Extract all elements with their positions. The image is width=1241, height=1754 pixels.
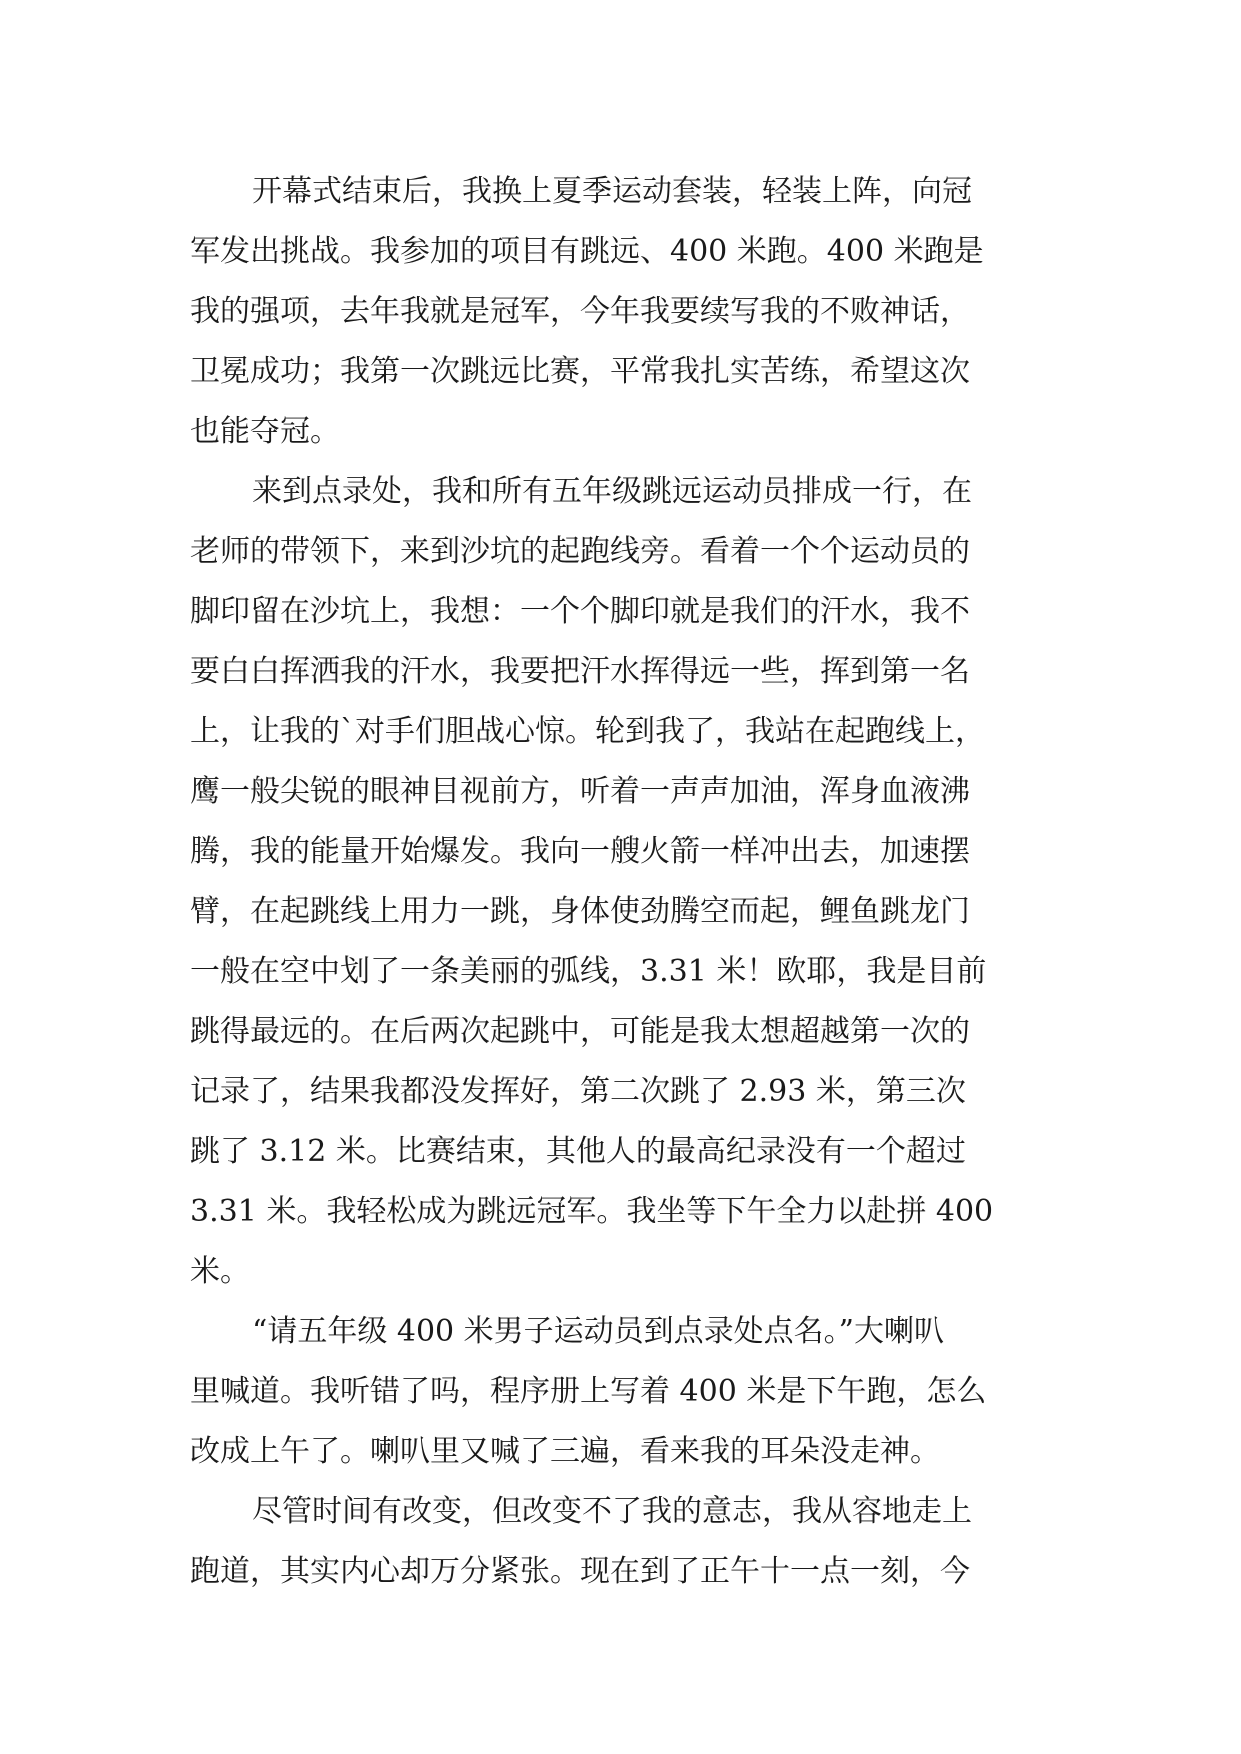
essay-body (190, 162, 1070, 1602)
paragraph-3-line-3: 改成上午了。喇叭里又喊了三遍，看来我的耳朵没走神。 (190, 1434, 940, 1469)
paragraph-3-line-1: “请五年级 400 米男子运动员到点录处点名。”大喇叭 (252, 1314, 945, 1349)
paragraph-3-line-2: 里喊道。我听错了吗，程序册上写着 400 米是下午跑，怎么 (190, 1374, 987, 1409)
paragraph-2-line-14: 米。 (190, 1254, 250, 1289)
paragraph-4-line-1: 尽管时间有改变，但改变不了我的意志，我从容地走上 (252, 1494, 972, 1529)
paragraph-2-line-3: 脚印留在沙坑上，我想：一个个脚印就是我们的汗水，我不 (190, 594, 970, 629)
paragraph-2-line-7: 腾，我的能量开始爆发。我向一艘火箭一样冲出去，加速摆 (190, 834, 970, 869)
paragraph-2-line-2: 老师的带领下，来到沙坑的起跑线旁。看着一个个运动员的 (190, 534, 970, 569)
paragraph-2-line-10: 跳得最远的。在后两次起跳中，可能是我太想超越第一次的 (190, 1014, 970, 1049)
paragraph-2-line-11: 记录了，结果我都没发挥好，第二次跳了 2.93 米，第三次 (190, 1074, 966, 1109)
paragraph-1-line-1: 开幕式结束后，我换上夏季运动套装，轻装上阵，向冠 (252, 174, 972, 209)
paragraph-1-line-5: 也能夺冠。 (190, 414, 340, 449)
paragraph-2-line-13: 3.31 米。我轻松成为跳远冠军。我坐等下午全力以赴拼 400 (190, 1194, 994, 1229)
paragraph-1-line-4: 卫冕成功；我第一次跳远比赛，平常我扎实苦练，希望这次 (190, 354, 970, 389)
paragraph-2-line-8: 臂，在起跳线上用力一跳，身体使劲腾空而起，鲤鱼跳龙门 (190, 894, 970, 929)
paragraph-2-line-5: 上，让我的`对手们胆战心惊。轮到我了，我站在起跑线上， (190, 714, 985, 749)
paragraph-2-line-4: 要白白挥洒我的汗水，我要把汗水挥得远一些，挥到第一名 (190, 654, 970, 689)
paragraph-2-line-1: 来到点录处，我和所有五年级跳远运动员排成一行，在 (252, 474, 972, 509)
paragraph-2-line-6: 鹰一般尖锐的眼神目视前方，听着一声声加油，浑身血液沸 (190, 774, 970, 809)
paragraph-2-line-9: 一般在空中划了一条美丽的弧线，3.31 米！欧耶，我是目前 (190, 954, 987, 989)
paragraph-4-line-2: 跑道，其实内心却万分紧张。现在到了正午十一点一刻，今 (190, 1554, 970, 1589)
paragraph-1-line-3: 我的强项，去年我就是冠军，今年我要续写我的不败神话， (190, 294, 970, 329)
paragraph-1-line-2: 军发出挑战。我参加的项目有跳远、400 米跑。400 米跑是 (190, 234, 984, 269)
paragraph-2-line-12: 跳了 3.12 米。比赛结束，其他人的最高纪录没有一个超过 (190, 1134, 966, 1169)
